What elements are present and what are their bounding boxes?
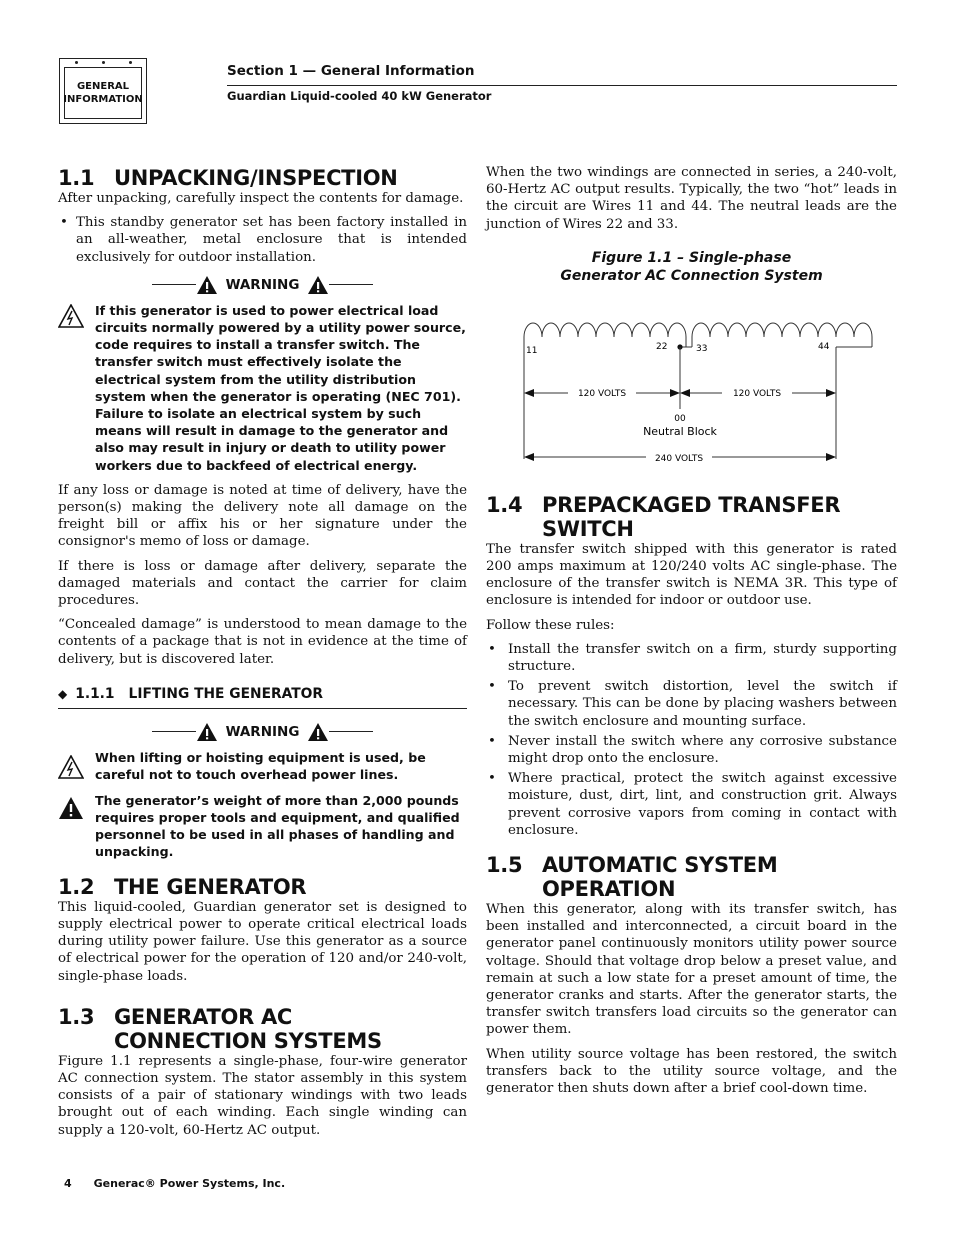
divider [152, 731, 196, 732]
section-title: Section 1 — General Information [227, 63, 475, 79]
paragraph: When this generator, along with its transfer switch, has been installed and interconnected, a circuit board in the generator panel continuously monitors utility power source voltage. Should that voltage drop below a preset value, and remain at such a low state for a preset amount of time, the generator cranks and starts. After the generator starts, the transfer switch transfers load circuits so the generator can power them. [486, 902, 897, 1038]
warning-block [58, 792, 467, 861]
page-footer [64, 1177, 285, 1190]
label-wire-22: 22 [656, 341, 668, 352]
caption-line: Figure 1.1 – Single-phase [591, 249, 792, 266]
paragraph: When utility source voltage has been restored, the switch transfers back to the utility source voltage, and the generator then shuts down after a brief cool-down time. [486, 1046, 897, 1097]
tab-line-1: GENERAL [76, 81, 130, 92]
right-column [486, 164, 897, 1104]
warning-label: WARNING [225, 723, 300, 740]
divider [152, 284, 196, 285]
tab-dot [129, 61, 132, 64]
list-item-text: To prevent switch distortion, level the switch if necessary. This can be done by placing washers between the switch enclosure and mounting surface. [508, 679, 897, 729]
page-number: 4 [64, 1177, 72, 1190]
warning-triangle-icon [58, 792, 95, 825]
list-item-text: This standby generator set has been factory installed in an all-weather, metal enclosure that is intended exclusively for outdoor installation. [76, 215, 467, 265]
heading-1-5 [486, 853, 897, 901]
label-120v-right: 120 VOLTS [732, 388, 782, 399]
label-neutral-number: 00 [674, 413, 686, 424]
electric-hazard-icon [58, 749, 95, 784]
connection-diagram [486, 299, 897, 469]
paragraph: If there is loss or damage after delivery, separate the damaged materials and contact the carrier for claim procedures. [58, 558, 467, 609]
figure-caption [486, 249, 897, 285]
label-wire-44: 44 [818, 341, 830, 352]
paragraph: When the two windings are connected in series, a 240-volt, 60-Hertz AC output results. Typically, the two “hot” leads in the circuit are Wires 11 and 44. The neutral leads are the junction of Wires 22 and 33. [486, 165, 897, 232]
warning-block [58, 302, 467, 474]
warning-block [58, 749, 467, 784]
warning-triangle-icon [196, 722, 218, 742]
list-item: • This standby generator set has been factory installed in an all-weather, metal enclosure that is intended exclusively for outdoor installation. [60, 215, 467, 265]
paragraph: Figure 1.1 represents a single-phase, four-wire generator AC connection system. The stator assembly in this system consists of a pair of stationary windings with two leads brought out of each winding. Each single winding can supply a 120-volt, 60-Hertz AC output. [58, 1053, 467, 1138]
list-item: • Install the transfer switch on a firm, sturdy supporting structure. [488, 641, 897, 675]
electric-hazard-icon [58, 302, 95, 333]
subheading-number: 1.1.1 [75, 685, 115, 702]
list-item-text: Never install the switch where any corrosive substance might drop onto the enclosure. [508, 733, 897, 767]
heading-1-3 [58, 1005, 467, 1053]
left-column [58, 166, 467, 1146]
heading-number: 1.1 [58, 166, 95, 190]
label-240v: 240 VOLTS [654, 453, 704, 464]
bullet-list [58, 214, 467, 266]
diamond-icon: ◆ [58, 686, 68, 701]
paragraph: If any loss or damage is noted at time of delivery, have the person(s) making the delivery note all damage on the freight bill or affix his or her signature under the consignor's memo of loss or damage. [58, 482, 467, 550]
company-name: Generac® Power Systems, Inc. [93, 1177, 286, 1190]
heading-1-4 [486, 493, 897, 541]
heading-title: UNPACKING/INSPECTION [114, 166, 398, 190]
heading-number: 1.4 [486, 492, 523, 517]
warning-header [58, 274, 467, 296]
list-item: • Where practical, protect the switch against excessive moisture, dust, dirt, lint, and construction grit. Always prevent corrosive vapors from coming in contact with enclosure. [488, 771, 897, 838]
heading-1-1 [58, 166, 467, 190]
list-item: • Never install the switch where any corrosive substance might drop onto the enclosure. [488, 733, 897, 767]
heading-title-line: CONNECTION SYSTEMS [114, 1028, 382, 1053]
warning-label: WARNING [225, 276, 300, 293]
list-item-text: Install the transfer switch on a firm, sturdy supporting structure. [508, 641, 897, 675]
paragraph: After unpacking, carefully inspect the contents for damage. [58, 191, 464, 206]
winding-right [692, 323, 872, 337]
label-neutral-block: Neutral Block [643, 424, 717, 438]
heading-number: 1.3 [58, 1004, 95, 1029]
warning-text: If this generator is used to power electrical load circuits normally powered by a utility power source, code requires to install a transfer switch. The transfer switch must effectively isolate the electrical system from the utility distribution system when the generator is operating (NEC 701). Failure to isolate an electrical system by such means will result in damage to the generator and also may result in injury or death to utility power workers due to backfeed of electrical energy. [95, 302, 466, 473]
paragraph: This liquid-cooled, Guardian generator set is designed to supply electrical power to operate critical electrical loads during utility power failure. Use this generator as a source of electrical power for the operation of 120 and/or 240-volt, single-phase loads. [58, 899, 467, 984]
caption-line: Generator AC Connection System [560, 267, 823, 284]
paragraph: “Concealed damage” is understood to mean damage to the contents of a package that is not in evidence at the time of delivery, but is discovered later. [58, 617, 467, 667]
paragraph: The transfer switch shipped with this generator is rated 200 amps maximum at 120/240 volts AC single-phase. The enclosure of the transfer switch is NEMA 3R. This type of enclosure is intended for indoor or outdoor use. [486, 541, 897, 609]
heading-1-2 [58, 875, 467, 899]
tab-line-2: INFORMATION [63, 94, 143, 105]
heading-title: THE GENERATOR [114, 874, 307, 899]
heading-title-line: GENERATOR AC [114, 1004, 293, 1029]
warning-header [58, 721, 467, 743]
heading-number: 1.5 [486, 853, 523, 878]
list-item: • To prevent switch distortion, level the switch if necessary. This can be done by placing washers between the switch enclosure and mounting surface. [488, 679, 897, 729]
tab-dot [102, 61, 105, 64]
heading-number: 1.2 [58, 874, 95, 899]
heading-title: PREPACKAGED TRANSFER SWITCH [542, 492, 841, 541]
tab-dot [75, 61, 78, 64]
subheading-title: LIFTING THE GENERATOR [128, 685, 324, 702]
subheading-1-1-1 [58, 686, 467, 709]
winding-left [524, 323, 686, 337]
section-tab-label [64, 67, 142, 119]
paragraph: Follow these rules: [486, 617, 615, 633]
label-wire-33: 33 [696, 343, 708, 354]
label-120v-left: 120 VOLTS [577, 388, 627, 399]
rules-list [486, 641, 897, 839]
divider [329, 284, 373, 285]
warning-triangle-icon [307, 275, 329, 295]
section-tab [59, 58, 147, 124]
product-title: Guardian Liquid-cooled 40 kW Generator [227, 89, 492, 103]
heading-title: AUTOMATIC SYSTEM OPERATION [542, 853, 778, 902]
warning-text: When lifting or hoisting equipment is used, be careful not to touch overhead power lines. [95, 749, 426, 783]
header-rule [227, 85, 897, 86]
label-wire-11: 11 [526, 345, 538, 356]
list-item-text: Where practical, protect the switch against excessive moisture, dust, dirt, lint, and construction grit. Always prevent corrosive vapors from coming in contact with enclosure. [508, 771, 897, 838]
warning-triangle-icon [307, 722, 329, 742]
warning-triangle-icon [196, 275, 218, 295]
divider [329, 731, 373, 732]
warning-text: The generator’s weight of more than 2,000 pounds requires proper tools and equipment, and qualified personnel to be used in all phases of handling and unpacking. [95, 792, 460, 860]
